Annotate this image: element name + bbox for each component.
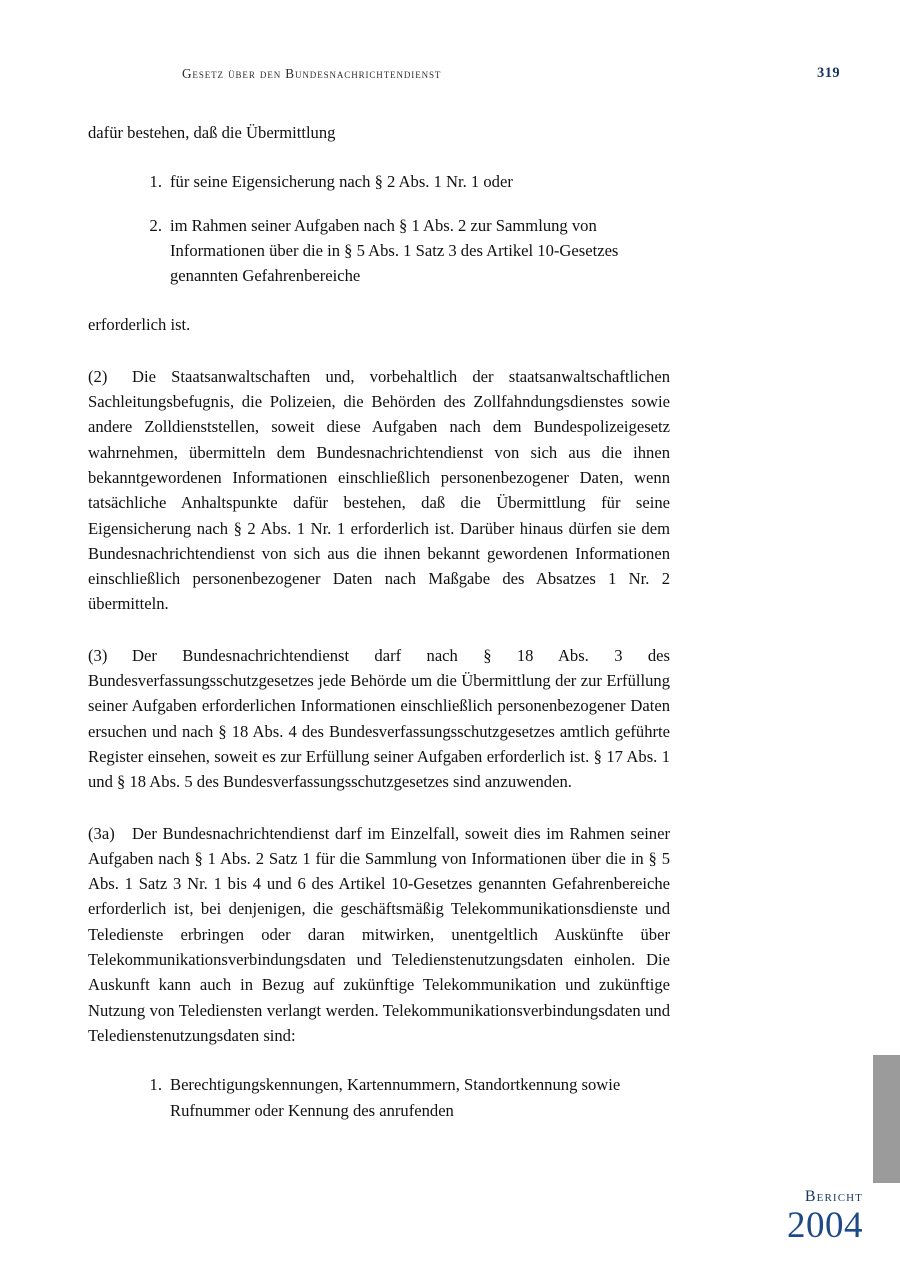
page-number: 319 xyxy=(817,65,840,81)
running-head xyxy=(88,66,840,86)
paragraph-3-number: (3) xyxy=(88,645,108,665)
paragraph-3-text: Der Bundesnachrichtendienst darf nach § 18 Abs. 3 des Bundesverfassungsschutzgesetzes jede Behörde um die Übermittlung der zur Erfüllung seiner Aufgaben erforderlichen Informationen einschließlich personenbezogener Daten ersuchen und nach § 18 Abs. 4 des Bundesverfassungsschutzgesetzes amtlich geführte Register einsehen, soweit es zur Erfüllung seiner Aufgaben erforderlich ist. § 17 Abs. 1 und § 18 Abs. 5 des Bundesverfassungsschutzgesetzes sind anzuwenden. xyxy=(88,645,670,792)
after-list-paragraph: erforderlich ist. xyxy=(88,315,191,335)
list-item xyxy=(140,1072,678,1123)
paragraph-3a-text: Der Bundesnachrichtendienst darf im Einzelfall, soweit dies im Rahmen seiner Aufgaben nach § 1 Abs. 2 Satz 1 für die Sammlung von Informationen über die in § 5 Abs. 1 Satz 3 Nr. 1 bis 4 und 6 des Artikel 10-Gesetzes genannten Gefahrenbereiche erforderlich ist, bei denjenigen, die geschäftsmäßig Telekommunikationsdienste und Teledienste erbringen oder daran mitwirken, unentgeltlich Auskünfte über Telekommunikationsverbindungsdaten und Teledienstenutzungsdaten einholen. Die Auskunft kann auch in Bezug auf zukünftige Telekommunikation und zukünftige Nutzung von Telediensten verlangt werden. Telekommunikationsverbindungsdaten und Teledienstenutzungsdaten sind: xyxy=(88,823,670,1045)
running-head-title: Gesetz über den Bundesnachrichtendienst xyxy=(182,66,442,81)
paragraph-2-number: (2) xyxy=(88,366,108,386)
paragraph-3a xyxy=(88,821,670,1049)
page-edge-marker xyxy=(873,1055,900,1183)
paragraph-3 xyxy=(88,643,670,795)
numbered-list-1 xyxy=(88,169,670,288)
footer-label: Bericht xyxy=(804,1188,863,1205)
list-item xyxy=(140,169,678,194)
list-item-text: für seine Eigensicherung nach § 2 Abs. 1 Nr. 1 oder xyxy=(170,172,513,192)
list-item-text: Berechtigungskennungen, Kartennummern, Standortkennung sowie Rufnummer oder Kennung des anrufenden xyxy=(170,1075,621,1120)
list-item xyxy=(140,213,678,289)
paragraph-3a-number: (3a) xyxy=(88,823,115,843)
paragraph-2 xyxy=(88,364,670,617)
list-marker: 1. xyxy=(149,172,162,192)
footer-mark xyxy=(787,1189,863,1244)
intro-paragraph: dafür bestehen, daß die Übermittlung xyxy=(88,123,336,142)
footer-year: 2004 xyxy=(787,1205,863,1246)
paragraph-2-text: Die Staatsanwaltschaften und, vorbehaltlich der staatsanwaltschaftlichen Sachleitungsbefugnis, die Polizeien, die Behörden des Zollfahndungsdienstes sowie andere Zolldienststellen, soweit diese Aufgaben nach dem Bundespolizeigesetz wahrnehmen, übermitteln dem Bundesnachrichtendienst von sich aus die ihnen bekanntgewordenen Informationen einschließlich personenbezogener Daten, wenn tatsächliche Anhaltspunkte dafür bestehen, daß die Übermittlung für seine Eigensicherung nach § 2 Abs. 1 Nr. 1 erforderlich ist. Darüber hinaus dürfen sie dem Bundesnachrichtendienst von sich aus die ihnen bekannt gewordenen Informationen einschließlich personenbezogener Daten nach Maßgabe des Absatzes 1 Nr. 2 übermitteln. xyxy=(88,366,670,614)
list-item-text: im Rahmen seiner Aufgaben nach § 1 Abs. 2 zur Sammlung von Informationen über die in § 5 Abs. 1 Satz 3 des Artikel 10-Gesetzes genannten Gefahrenbereiche xyxy=(170,215,619,286)
list-marker: 1. xyxy=(149,1075,162,1095)
list-marker: 2. xyxy=(149,215,162,235)
page-content xyxy=(88,120,670,1123)
numbered-list-2 xyxy=(88,1072,670,1123)
